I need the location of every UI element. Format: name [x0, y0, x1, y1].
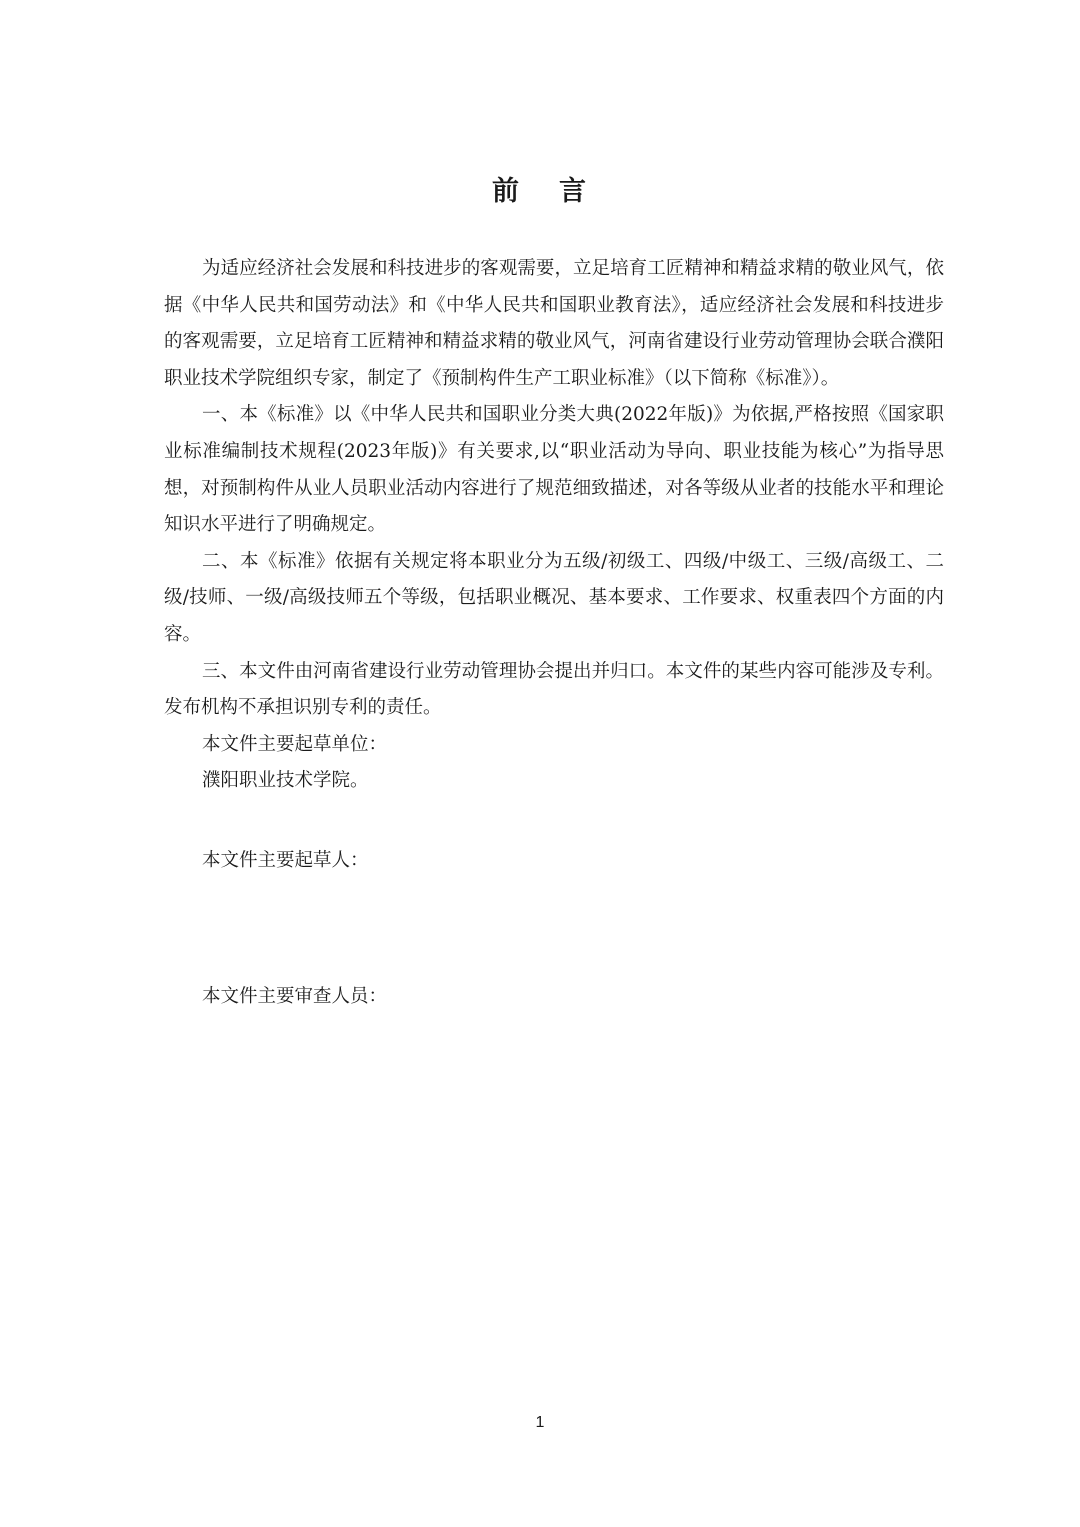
- drafting-units-label: 本文件主要起草单位：: [202, 733, 388, 755]
- intro-paragraph: 为适应经济社会发展和科技进步的客观需要，立足培育工匠精神和精益求精的敬业风气，依据《中华人民共和国劳动法》和《中华人民共和国职业教育法》，适应经济社会发展和科技进步的客观需要，立足培育工匠精神和精益求精的敬业风气，河南省建设行业劳动管理协会联合濮阳职业技术学院组织专家，制定了《预制构件生产工职业标准》（以下简称《标准》）。: [164, 258, 944, 389]
- document-body: [164, 251, 944, 1015]
- page-number: 1: [535, 1414, 545, 1431]
- drafting-units-value: 濮阳职业技术学院。: [202, 770, 369, 792]
- drafters-label: 本文件主要起草人：: [202, 849, 369, 871]
- title-char-1: 前: [492, 176, 521, 207]
- spacer: [164, 800, 944, 843]
- clause-one-paragraph: 一、本《标准》以《中华人民共和国职业分类大典(2022年版)》为依据,严格按照《国家职业标准编制技术规程(2023年版)》有关要求,以“职业活动为导向、职业技能为核心”为指导思想，对预制构件从业人员职业活动内容进行了规范细致描述，对各等级从业者的技能水平和理论知识水平进行了明确规定。: [164, 404, 944, 536]
- clause-three-paragraph: 三、本文件由河南省建设行业劳动管理协会提出并归口。本文件的某些内容可能涉及专利。发布机构不承担识别专利的责任。: [164, 660, 944, 719]
- reviewers-label: 本文件主要审查人员：: [202, 985, 388, 1007]
- title-char-2: 言: [559, 176, 588, 207]
- page-title: [0, 172, 1080, 212]
- clause-two-paragraph: 二、本《标准》依据有关规定将本职业分为五级/初级工、四级/中级工、三级/高级工、二级/技师、一级/高级技师五个等级，包括职业概况、基本要求、工作要求、权重表四个方面的内容。: [164, 550, 944, 645]
- spacer: [164, 880, 944, 979]
